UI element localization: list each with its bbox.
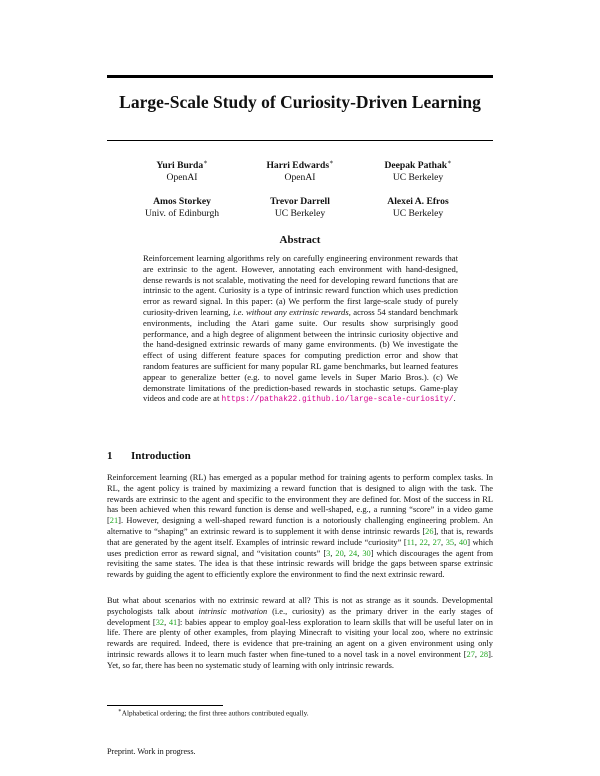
author-block: [343, 196, 493, 220]
title-bottom-rule: [107, 140, 493, 141]
author-name: Harri Edwards∗: [266, 159, 334, 172]
author-name: Alexei A. Efros: [387, 196, 449, 207]
citation-link[interactable]: 24: [348, 548, 358, 558]
citation-link[interactable]: 27: [432, 537, 441, 547]
intro-paragraph-2: But what about scenarios with no extrinsic reward at all? This is not as strange as it sounds. Developmental psychologists talk about intrinsic motivation (i.e., curiosity) as the primary driver in the early stages of development [32, 41]: babies appear to employ goal-less exploration to learn skills that will be useful later on in life. There are plenty of other examples, from playing Minecraft to visiting your local zoo, where no extrinsic rewards are required. Indeed, there is evidence that pre-training an agent on a given environment using only intrinsic rewards allows it to learn much faster when fine-tuned to a novel task in a novel environment [27, 28]. Yet, so far, there has been no systematic study of learning with only intrinsic rewards.: [107, 596, 494, 670]
author-affiliation: OpenAI: [166, 172, 198, 184]
title-top-rule: [107, 75, 493, 78]
code-link[interactable]: https://pathak22.github.io/large-scale-curiosity/: [221, 395, 454, 405]
citation-link[interactable]: 40: [458, 537, 468, 547]
citation-link[interactable]: 27: [466, 649, 475, 659]
author-affiliation: UC Berkeley: [392, 172, 444, 184]
citation-link[interactable]: 26: [425, 526, 434, 536]
paper-title: Large-Scale Study of Curiosity-Driven Learning: [119, 92, 481, 112]
author-affiliation: OpenAI: [284, 172, 316, 184]
abstract-text: Reinforcement learning algorithms rely on carefully engineering environment rewards that are extrinsic to the agent. However, annotating each environment with hand-designed, dense rewards is not scalable, motivating the need for developing reward functions that are intrinsic to the agent. Curiosity is a type of intrinsic reward function which uses prediction error as reward signal. In this paper: (a) We perform the first large-scale study of purely curiosity-driven learning, i.e. without any extrinsic rewards, across 54 standard benchmark environments, including the Atari game suite. Our results show surprisingly good performance, and a high degree of alignment between the intrinsic curiosity objective and the hand-designed extrinsic rewards of many game environments. (b) We investigate the effect of using different feature spaces for computing prediction error and show that random features are sufficient for many popular RL game benchmarks, but learned features appear to generalize better (e.g. to novel game levels in Super Mario Bros.). (c) We demonstrate limitations of the prediction-based rewards in stochastic setups. Game-play videos and code are at https://pathak22.github.io/large-scale-curiosity/.: [143, 253, 458, 405]
author-name: Deepak Pathak∗: [384, 159, 452, 172]
author-block: [343, 157, 493, 184]
author-name: Yuri Burda∗: [156, 159, 208, 172]
author-name: Amos Storkey: [153, 196, 211, 207]
citation-link[interactable]: 21: [109, 516, 119, 526]
citation-link[interactable]: 32: [155, 617, 165, 627]
intro-paragraph-1: Reinforcement learning (RL) has emerged as a popular method for training agents to perform complex tasks. In RL, the agent policy is trained by maximizing a reward function that is designed to align with the task. The rewards are extrinsic to the agent and specific to the environment they are defined for. Most of the success in RL has been achieved when this reward function is dense and well-shaped, e.g., a running “score” in a video game [21]. However, designing a well-shaped reward function is a notoriously challenging engineering problem. An alternative to “shaping” an extrinsic reward is to supplement it with dense intrinsic rewards [26], that is, rewards that are generated by the agent itself. Examples of intrinsic reward include “curiosity” [11, 22, 27, 35, 40] which uses prediction error as reward signal, and “visitation counts” [3, 20, 24, 30] which discourages the agent from revisiting the same states. The idea is that these intrinsic rewards will bridge the gaps between sparse extrinsic rewards by guiding the agent to efficiently explore the environment to find the next extrinsic reward.: [107, 473, 494, 580]
abstract-heading: Abstract: [279, 234, 321, 246]
preprint-note: Preprint. Work in progress.: [107, 747, 196, 756]
footnote-rule: [107, 705, 223, 706]
citation-link[interactable]: 30: [362, 548, 371, 558]
author-affiliation: Univ. of Edinburgh: [144, 208, 220, 219]
citation-link[interactable]: 11: [406, 537, 415, 547]
citation-link[interactable]: 41: [168, 617, 178, 627]
citation-link[interactable]: 22: [419, 537, 428, 547]
citation-link[interactable]: 35: [445, 537, 455, 547]
footnote: ∗Alphabetical ordering; the first three authors contributed equally.: [118, 708, 309, 718]
author-affiliation: UC Berkeley: [392, 208, 444, 219]
author-name: Trevor Darrell: [270, 196, 330, 207]
citation-link[interactable]: 20: [335, 548, 344, 558]
citation-link[interactable]: 3: [326, 548, 331, 558]
section-heading-introduction: 1 Introduction: [107, 450, 191, 462]
citation-link[interactable]: 28: [479, 649, 489, 659]
author-affiliation: UC Berkeley: [274, 208, 326, 219]
